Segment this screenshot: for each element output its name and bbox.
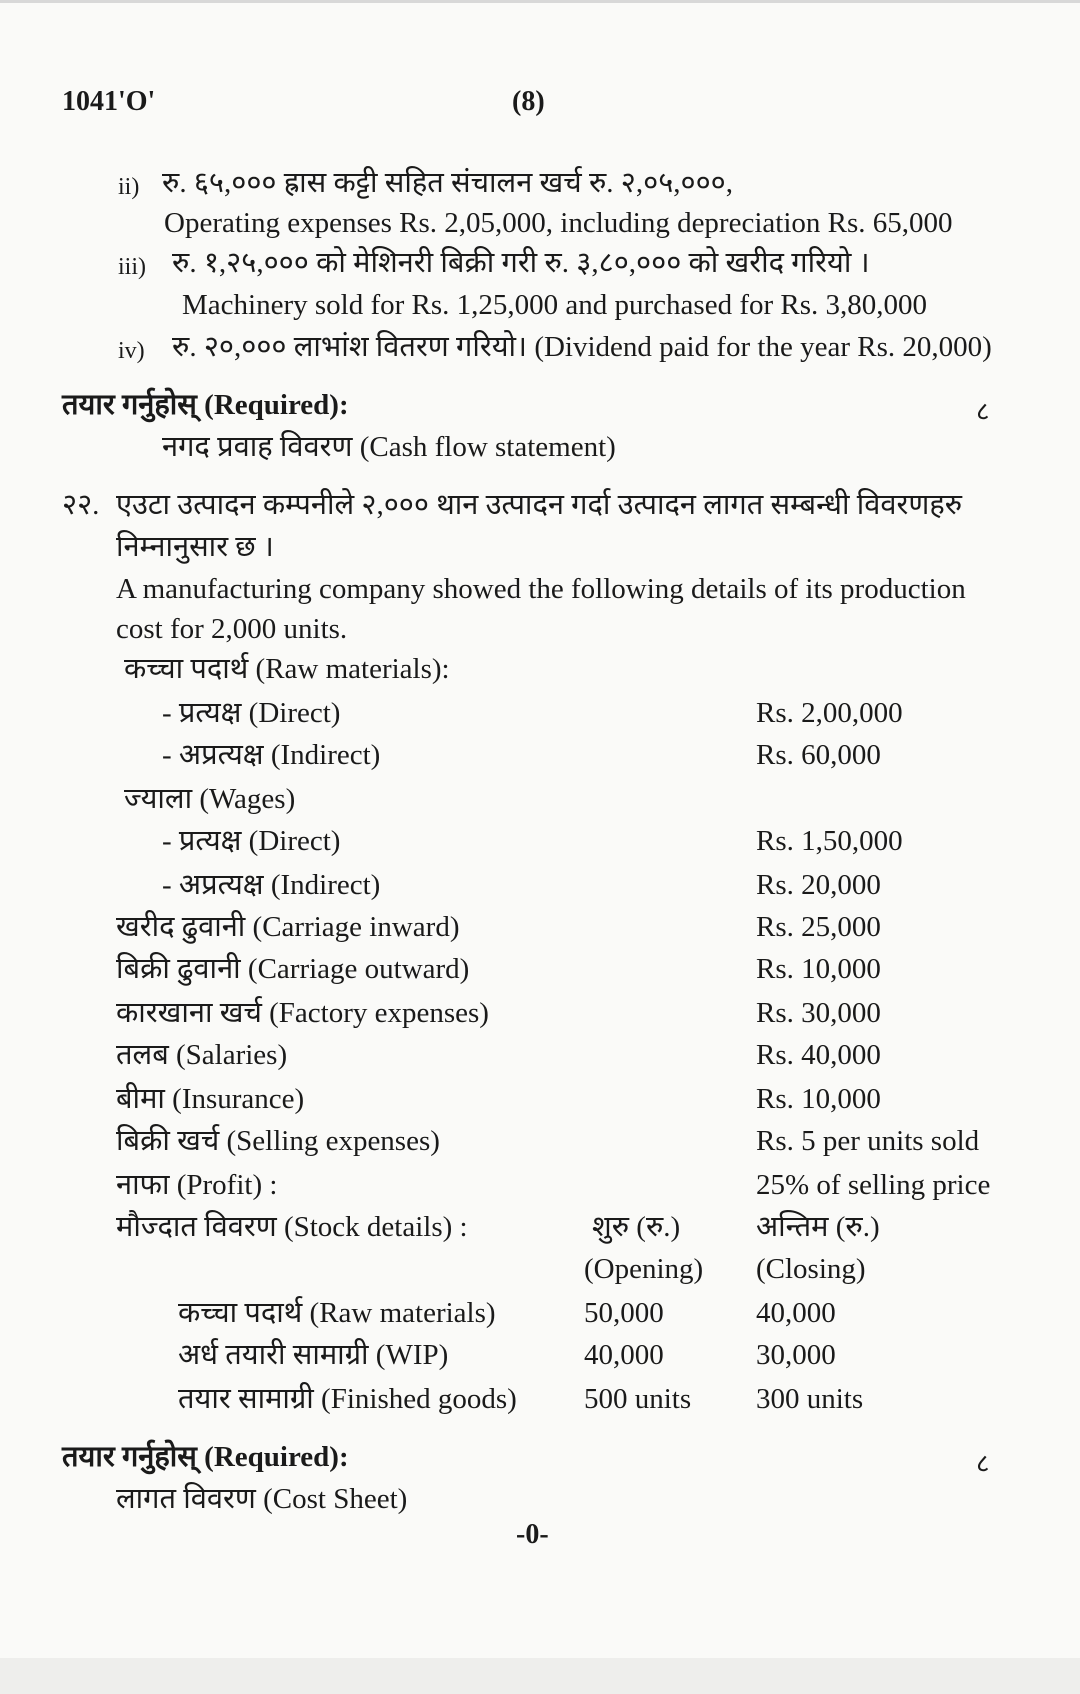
cost-row-value: Rs. 25,000 <box>756 911 881 943</box>
cost-row-label: खरीद ढुवानी (Carriage inward) <box>116 911 460 943</box>
cost-row-value: Rs. 40,000 <box>756 1039 881 1071</box>
stock-col-closing-np: अन्तिम (रु.) <box>756 1211 880 1243</box>
cost-row-label: बीमा (Insurance) <box>116 1083 305 1115</box>
stock-row-opening: 50,000 <box>584 1297 664 1329</box>
item-english-part: (Dividend paid for the year Rs. 20,000) <box>534 331 992 363</box>
item-number: iii) <box>118 254 146 280</box>
stock-col-closing-en: (Closing) <box>756 1253 866 1285</box>
required-task: लागत विवरण (Cost Sheet) <box>116 1483 408 1515</box>
stock-row-closing: 40,000 <box>756 1297 836 1329</box>
cost-row-value: Rs. 30,000 <box>756 997 881 1029</box>
stock-heading: मौज्दात विवरण (Stock details) : <box>116 1211 468 1243</box>
question-english-line: cost for 2,000 units. <box>116 613 348 645</box>
required-heading: तयार गर्नुहोस् (Required): <box>62 389 349 421</box>
cost-row-label: - प्रत्यक्ष (Direct) <box>162 697 341 729</box>
cost-row-label: बिक्री खर्च (Selling expenses) <box>116 1125 440 1157</box>
question-nepali-line: एउटा उत्पादन कम्पनीले २,००० थान उत्पादन गर्दा उत्पादन लागत सम्बन्धी विवरणहरु <box>116 489 963 521</box>
required-task: नगद प्रवाह विवरण (Cash flow statement) <box>162 431 616 463</box>
required-heading: तयार गर्नुहोस् (Required): <box>62 1441 349 1473</box>
item-nepali-text: रु. ६५,००० ह्रास कट्टी सहित संचालन खर्च रु. २,०५,०००, <box>162 167 734 199</box>
cost-row-label: - प्रत्यक्ष (Direct) <box>162 825 341 857</box>
cost-row-label: - अप्रत्यक्ष (Indirect) <box>162 869 381 901</box>
cost-row-label: कारखाना खर्च (Factory expenses) <box>116 997 489 1029</box>
cost-row-label: बिक्री ढुवानी (Carriage outward) <box>116 953 470 985</box>
paper-code: 1041'O' <box>62 86 156 117</box>
item-number: iv) <box>118 338 145 364</box>
cost-row-label: कच्चा पदार्थ (Raw materials): <box>124 653 450 685</box>
question-english-line: A manufacturing company showed the following details of its production <box>116 573 966 605</box>
cost-row-value: Rs. 60,000 <box>756 739 881 771</box>
item-number: ii) <box>118 174 140 200</box>
stock-row-opening: 40,000 <box>584 1339 664 1371</box>
cost-row-label: तलब (Salaries) <box>116 1039 288 1071</box>
marks-label: ८ <box>976 1449 990 1478</box>
cost-row-value: Rs. 20,000 <box>756 869 881 901</box>
item-nepali-part: रु. २०,००० लाभांश वितरण गरियो। <box>172 331 528 363</box>
bottom-border <box>0 1658 1080 1694</box>
item-english-text: Operating expenses Rs. 2,05,000, including depreciation Rs. 65,000 <box>164 207 953 239</box>
cost-row-value: Rs. 5 per units sold <box>756 1125 980 1157</box>
stock-row-opening: 500 units <box>584 1383 692 1415</box>
stock-row-closing: 30,000 <box>756 1339 836 1371</box>
cost-row-label: ज्याला (Wages) <box>124 783 296 815</box>
stock-row-label: कच्चा पदार्थ (Raw materials) <box>178 1297 496 1329</box>
stock-col-opening-en: (Opening) <box>584 1253 704 1285</box>
top-border <box>0 0 1080 3</box>
page-footer: -0- <box>516 1519 549 1550</box>
stock-row-label: अर्ध तयारी सामाग्री (WIP) <box>178 1339 449 1371</box>
cost-row-value: Rs. 10,000 <box>756 953 881 985</box>
stock-col-opening-np: शुरु (रु.) <box>592 1211 681 1243</box>
item-nepali-text <box>172 330 992 364</box>
stock-row-label: तयार सामाग्री (Finished goods) <box>178 1383 517 1415</box>
cost-row-value: Rs. 10,000 <box>756 1083 881 1115</box>
marks-label: ८ <box>976 397 990 426</box>
cost-row-label: - अप्रत्यक्ष (Indirect) <box>162 739 381 771</box>
cost-row-label: नाफा (Profit) : <box>116 1169 278 1201</box>
stock-row-closing: 300 units <box>756 1383 864 1415</box>
item-nepali-text: रु. १,२५,००० को मेशिनरी बिक्री गरी रु. ३,८०,००० को खरीद गरियो । <box>172 247 870 279</box>
cost-row-value: 25% of selling price <box>756 1169 991 1201</box>
page-number: (8) <box>512 86 545 117</box>
question-number: २२. <box>62 489 100 521</box>
item-english-text: Machinery sold for Rs. 1,25,000 and purchased for Rs. 3,80,000 <box>182 289 928 321</box>
cost-row-value: Rs. 1,50,000 <box>756 825 903 857</box>
question-nepali-line: निम्नानुसार छ । <box>116 531 274 563</box>
cost-row-value: Rs. 2,00,000 <box>756 697 903 729</box>
